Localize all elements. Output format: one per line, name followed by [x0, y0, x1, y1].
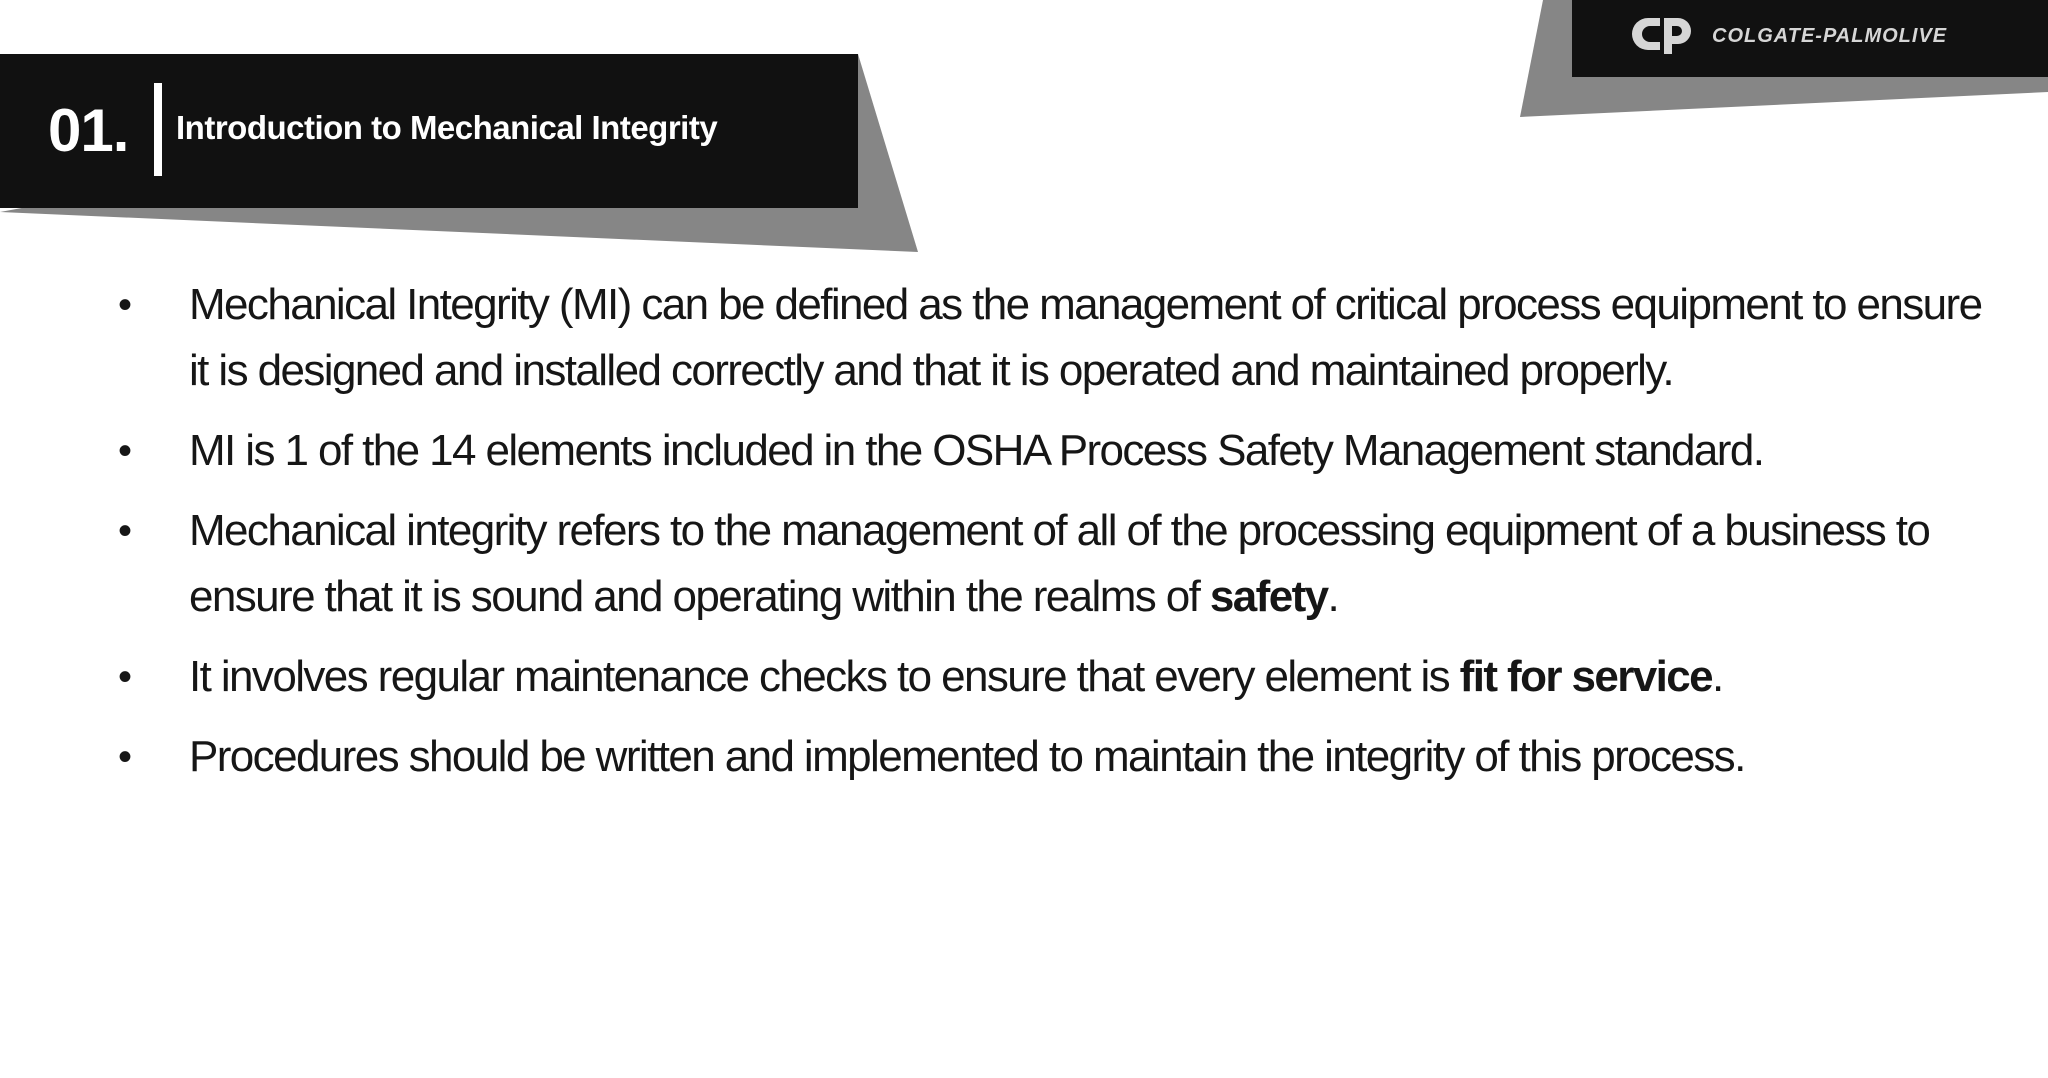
- bullet-text-run: It involves regular maintenance checks to ensure that every element is: [189, 652, 1460, 701]
- bullet-icon: •: [118, 283, 131, 327]
- bullet-text-run: Mechanical integrity refers to the management of all of the processing equipment of a business to ensure that it is sound and operating within the realms of: [189, 506, 1930, 621]
- bullet-item: [110, 644, 1990, 710]
- bullet-emphasis: safety: [1209, 572, 1328, 621]
- bullet-emphasis: fit for service: [1459, 652, 1713, 701]
- bullet-icon: •: [118, 655, 131, 699]
- bullet-text: [189, 280, 1981, 395]
- bullet-text: [189, 506, 1929, 621]
- company-logo: [1630, 12, 1947, 60]
- bullet-text: [189, 732, 1745, 781]
- bullet-text-run: Procedures should be written and implemented to maintain the integrity of this process.: [189, 732, 1745, 781]
- bullet-text-run: MI is 1 of the 14 elements included in the OSHA Process Safety Management standard.: [189, 426, 1764, 475]
- bullet-item: [110, 724, 1990, 790]
- bullet-icon: •: [118, 509, 131, 553]
- logo-text: COLGATE-PALMOLIVE: [1712, 24, 1948, 47]
- section-divider: [154, 83, 162, 176]
- bullet-text: [189, 426, 1763, 475]
- colgate-palmolive-cp-logo-icon: [1630, 12, 1700, 60]
- bullet-icon: •: [118, 429, 131, 473]
- bullet-icon: •: [118, 735, 131, 779]
- bullet-text-run: .: [1327, 572, 1339, 621]
- bullet-list: [110, 272, 1990, 804]
- bullet-text: [189, 652, 1723, 701]
- bullet-item: [110, 272, 1990, 404]
- section-title: Introduction to Mechanical Integrity: [176, 109, 718, 146]
- bullet-text-run: .: [1712, 652, 1723, 701]
- bullet-text-run: Mechanical Integrity (MI) can be defined as the management of critical process equipment to ensure it is designed and installed correctly and that it is operated and maintained properly.: [189, 280, 1982, 395]
- bullet-item: [110, 498, 1990, 630]
- bullet-item: [110, 418, 1990, 484]
- section-number: 01.: [48, 97, 129, 164]
